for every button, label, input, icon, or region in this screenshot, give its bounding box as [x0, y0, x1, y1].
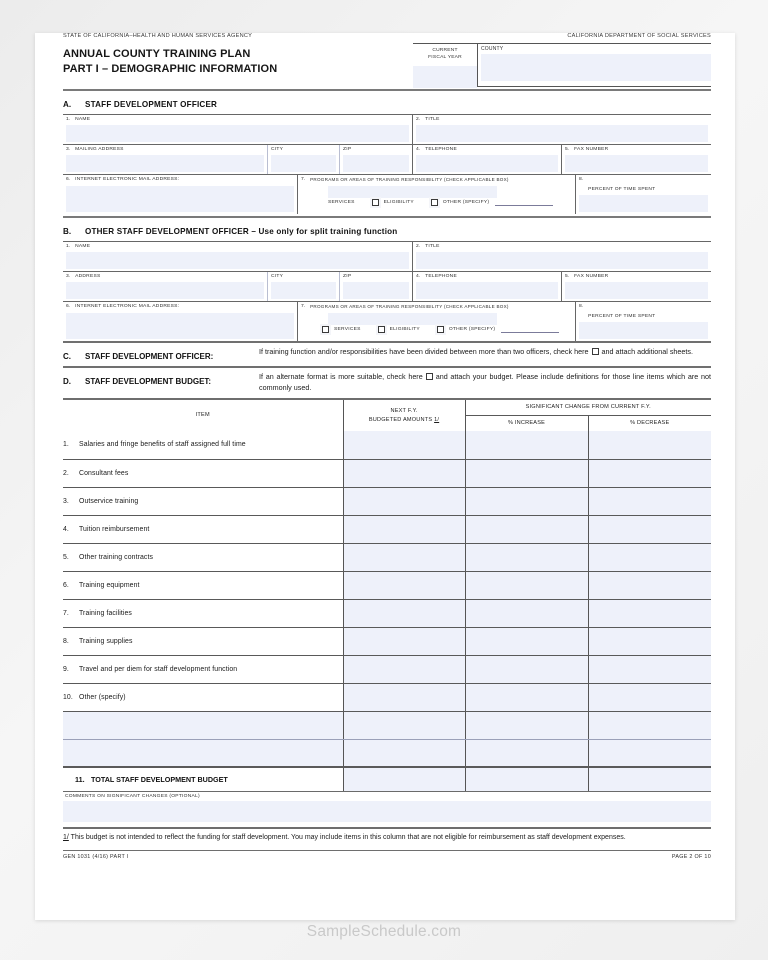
field-b-name-num: 1.: [66, 244, 71, 249]
field-a-email-label: INTERNET ELECTRONIC MAIL ADDRESS:: [75, 177, 180, 182]
agency-line: STATE OF CALIFORNIA–HEALTH AND HUMAN SERVICES AGENCY: [63, 33, 253, 39]
budget-row-label: Outservice training: [79, 497, 139, 505]
budget-row-budget-cell[interactable]: [343, 571, 465, 599]
budget-header-row-1: [63, 399, 711, 415]
section-c-text: [259, 347, 711, 361]
budget-row-num: 5.: [63, 553, 69, 561]
budget-row: [63, 683, 711, 711]
section-a-letter: A.: [63, 100, 72, 109]
checkbox-b-eligibility-item[interactable]: [376, 324, 420, 335]
section-b-fields: [63, 241, 711, 341]
budget-table-body: [63, 431, 711, 767]
field-b-name[interactable]: [63, 242, 413, 271]
footnote-mark: 1/: [63, 834, 69, 841]
field-b-fax[interactable]: [562, 272, 711, 301]
section-b-row-3: [63, 301, 711, 341]
field-a-name-num: 1.: [66, 117, 71, 122]
field-b-other-specify-input[interactable]: [501, 327, 559, 333]
budget-row-label: Training supplies: [79, 637, 133, 645]
budget-row: [63, 571, 711, 599]
budget-row-increase-cell[interactable]: [465, 487, 588, 515]
field-a-city-label: CITY: [271, 147, 284, 152]
section-a-title: STAFF DEVELOPMENT OFFICER: [85, 100, 218, 109]
budget-row-decrease-cell[interactable]: [588, 459, 711, 487]
field-a-other-specify-input[interactable]: [495, 200, 553, 206]
footnote-text: This budget is not intended to reflect the funding for staff development. You may include items in this column that are not eligible for reimbursement as staff development expenses.: [70, 834, 626, 841]
checkbox-b-services-icon[interactable]: [320, 324, 331, 335]
budget-row-decrease-cell[interactable]: [588, 543, 711, 571]
budget-row-num: 4.: [63, 525, 69, 533]
field-b-zip[interactable]: [340, 272, 413, 301]
field-a-fax-num: 5.: [565, 147, 570, 152]
field-b-programs-checkboxes: [320, 324, 570, 335]
budget-row-decrease-cell[interactable]: [588, 627, 711, 655]
budget-row-num: 8.: [63, 637, 69, 645]
budget-row-item: [63, 599, 343, 627]
fiscal-year-input[interactable]: [413, 66, 477, 88]
budget-row-decrease-cell[interactable]: [588, 711, 711, 739]
budget-row-decrease-cell[interactable]: [588, 571, 711, 599]
col-header-decrease: % DECREASE: [630, 419, 670, 426]
budget-row: [63, 599, 711, 627]
budget-row-budget-cell[interactable]: [343, 515, 465, 543]
section-c-letter: C.: [63, 352, 71, 361]
budget-row: [63, 431, 711, 459]
checkbox-d-alternate-format[interactable]: [426, 373, 433, 380]
budget-row-budget-cell[interactable]: [343, 459, 465, 487]
budget-row-item: [63, 683, 343, 711]
header-title-column: [63, 33, 413, 87]
field-a-email-num: 6.: [66, 177, 71, 182]
field-a-fax[interactable]: [562, 145, 711, 174]
section-b-row-1: [63, 241, 711, 271]
budget-row-item: [63, 571, 343, 599]
field-a-zip[interactable]: [340, 145, 413, 174]
checkbox-c-additional-sheets[interactable]: [592, 348, 599, 355]
section-b-heading: [63, 227, 711, 236]
field-a-address-num: 3.: [66, 147, 71, 152]
field-b-telephone-input[interactable]: [416, 282, 558, 299]
budget-row-decrease-cell[interactable]: [588, 655, 711, 683]
budget-table-foot: [63, 767, 711, 791]
page-title: ANNUAL COUNTY TRAINING PLAN: [63, 48, 251, 60]
section-d: [63, 366, 711, 398]
budget-row-increase-cell[interactable]: [465, 543, 588, 571]
col-header-next-fy-line1: NEXT F.Y.: [390, 407, 418, 414]
budget-row: [63, 487, 711, 515]
col-header-significant-change: SIGNIFICANT CHANGE FROM CURRENT F.Y.: [465, 399, 711, 415]
budget-row-increase-cell[interactable]: [465, 627, 588, 655]
budget-row-decrease-cell[interactable]: [588, 599, 711, 627]
field-b-address-num: 3.: [66, 274, 71, 279]
budget-row-increase-cell[interactable]: [465, 571, 588, 599]
checkbox-a-eligibility-label: ELIGIBILITY: [383, 200, 414, 205]
field-b-city-label: CITY: [271, 274, 284, 279]
field-b-title-label: TITLE: [425, 244, 440, 249]
section-b-letter: B.: [63, 227, 72, 236]
section-d-title: STAFF DEVELOPMENT BUDGET:: [85, 377, 212, 386]
field-b-address[interactable]: [63, 272, 268, 301]
budget-row-budget-cell[interactable]: [343, 543, 465, 571]
fiscal-year-county-block: [413, 43, 711, 87]
page-subtitle: PART I – DEMOGRAPHIC INFORMATION: [63, 63, 278, 75]
field-a-address-label: MAILING ADDRESS: [75, 147, 124, 152]
checkbox-b-services-item[interactable]: [320, 324, 361, 335]
field-a-fax-input[interactable]: [565, 155, 708, 172]
budget-row-num: 9.: [63, 665, 69, 673]
field-a-telephone-input[interactable]: [416, 155, 558, 172]
checkbox-b-services-label: SERVICES: [334, 327, 361, 332]
field-b-programs-num: 7.: [301, 304, 306, 309]
field-a-title-input[interactable]: [416, 125, 708, 142]
budget-row-decrease-cell[interactable]: [588, 683, 711, 711]
field-b-city-input[interactable]: [271, 282, 336, 299]
county-input[interactable]: [481, 54, 711, 81]
budget-row-item: [63, 655, 343, 683]
budget-row-increase-cell[interactable]: [465, 599, 588, 627]
field-b-percent-num: 8.: [579, 304, 584, 309]
section-d-text-after: and attach your budget. Please include definitions for those line items which are not commonly used.: [259, 372, 711, 392]
field-a-telephone[interactable]: [413, 145, 562, 174]
budget-table-head: [63, 399, 711, 431]
form-inner: [63, 33, 711, 860]
field-a-city[interactable]: [268, 145, 340, 174]
section-a-row-1: [63, 114, 711, 144]
section-d-letter: D.: [63, 377, 71, 386]
col-header-next-fy-line2: BUDGETED AMOUNTS 1/: [368, 416, 440, 423]
budget-row-increase-cell[interactable]: [465, 683, 588, 711]
budget-row-decrease-cell[interactable]: [588, 515, 711, 543]
section-c-text-before: If training function and/or responsibilities have been divided between more than two officers, check here: [259, 347, 589, 356]
field-a-zip-input[interactable]: [343, 155, 409, 172]
field-a-programs-num: 7.: [301, 177, 306, 182]
checkbox-b-eligibility-icon[interactable]: [376, 324, 387, 335]
budget-row-item: [63, 459, 343, 487]
budget-row-item: [63, 515, 343, 543]
budget-row-item: [63, 487, 343, 515]
watermark: SampleSchedule.com: [306, 923, 462, 940]
field-a-name-label: NAME: [75, 117, 91, 122]
field-b-address-input[interactable]: [66, 282, 264, 299]
checkbox-a-other-label: OTHER (SPECIFY): [442, 200, 490, 205]
field-b-percent-input[interactable]: [579, 322, 708, 339]
field-a-zip-label: ZIP: [343, 147, 352, 152]
budget-row-decrease-cell[interactable]: [588, 739, 711, 767]
budget-row-num: 2.: [63, 469, 69, 477]
form-page: [35, 33, 735, 920]
budget-row-item: [63, 431, 343, 459]
budget-row-budget-cell[interactable]: [343, 655, 465, 683]
budget-row-budget-cell[interactable]: [343, 739, 465, 767]
total-label-cell: [63, 767, 343, 791]
budget-row-budget-cell[interactable]: [343, 431, 465, 459]
header-right-column: [413, 33, 711, 87]
budget-row-item: [63, 739, 343, 767]
total-budget-cell[interactable]: [343, 767, 465, 791]
total-row-label: TOTAL STAFF DEVELOPMENT BUDGET: [91, 775, 228, 784]
footer-bar: [63, 850, 711, 860]
field-b-programs: [298, 302, 576, 341]
budget-row-increase-cell[interactable]: [465, 431, 588, 459]
section-b-title: OTHER STAFF DEVELOPMENT OFFICER – Use only for split training function: [85, 227, 398, 236]
checkbox-b-other-icon[interactable]: [435, 324, 446, 335]
form-id: GEN 1031 (4/16) PART I: [63, 853, 129, 860]
budget-row-label: Other (specify): [79, 693, 126, 701]
section-a-row-2: [63, 144, 711, 174]
field-b-title[interactable]: [413, 242, 711, 271]
footnote: [63, 827, 711, 844]
field-b-email[interactable]: [63, 302, 298, 341]
total-increase-cell[interactable]: [465, 767, 588, 791]
department-line: CALIFORNIA DEPARTMENT OF SOCIAL SERVICES: [567, 33, 711, 39]
field-b-zip-input[interactable]: [343, 282, 409, 299]
budget-row-num: 7.: [63, 609, 69, 617]
budget-row: [63, 711, 711, 739]
form-title-block: [63, 47, 413, 77]
budget-row-label: Training facilities: [79, 609, 132, 617]
field-a-title[interactable]: [413, 115, 711, 144]
section-a-bottom-rule: [63, 216, 711, 218]
budget-row-budget-cell[interactable]: [343, 487, 465, 515]
field-b-fax-input[interactable]: [565, 282, 708, 299]
field-a-city-input[interactable]: [271, 155, 336, 172]
page-number: PAGE 2 OF 10: [671, 853, 711, 860]
field-b-name-label: NAME: [75, 244, 91, 249]
field-b-fax-label: FAX NUMBER: [574, 274, 609, 279]
checkbox-a-services-label: SERVICES: [328, 200, 355, 205]
field-b-address-label: ADDRESS: [75, 274, 101, 279]
checkbox-b-other-item[interactable]: [435, 324, 559, 335]
field-b-fax-num: 5.: [565, 274, 570, 279]
budget-row-num: 1.: [63, 441, 69, 449]
budget-row-num: 6.: [63, 581, 69, 589]
section-a-fields: [63, 114, 711, 218]
section-b-row-2: [63, 271, 711, 301]
budget-row: [63, 655, 711, 683]
fiscal-year-label-2: FISCAL YEAR: [428, 54, 462, 60]
footnote-mark-header: 1/: [434, 416, 440, 423]
form-header: [63, 33, 711, 87]
budget-row-budget-cell[interactable]: [343, 683, 465, 711]
budget-row: [63, 459, 711, 487]
field-a-title-num: 2.: [416, 117, 421, 122]
field-b-telephone-num: 4.: [416, 274, 421, 279]
field-a-percent-input[interactable]: [579, 195, 708, 212]
field-b-title-input[interactable]: [416, 252, 708, 269]
budget-table: [63, 398, 711, 791]
budget-row-increase-cell[interactable]: [465, 655, 588, 683]
total-decrease-cell[interactable]: [588, 767, 711, 791]
budget-row-budget-cell[interactable]: [343, 627, 465, 655]
field-b-programs-label: PROGRAMS OR AREAS OF TRAINING RESPONSIBILITY (CHECK APPLICABLE BOX): [310, 304, 509, 309]
field-b-email-label: INTERNET ELECTRONIC MAIL ADDRESS:: [75, 304, 180, 309]
budget-row-label: Consultant fees: [79, 469, 129, 477]
budget-row-increase-cell[interactable]: [465, 515, 588, 543]
field-a-address[interactable]: [63, 145, 268, 174]
section-d-text-before: If an alternate format is more suitable, check here: [259, 372, 423, 381]
field-b-telephone-label: TELEPHONE: [425, 274, 457, 279]
field-a-percent-time[interactable]: [576, 175, 711, 214]
current-fiscal-year-field[interactable]: [413, 44, 478, 86]
budget-row: [63, 515, 711, 543]
header-rule: [63, 89, 711, 91]
field-b-title-num: 2.: [416, 244, 421, 249]
field-a-programs-label: PROGRAMS OR AREAS OF TRAINING RESPONSIBILITY (CHECK APPLICABLE BOX): [310, 177, 509, 182]
budget-row-increase-cell[interactable]: [465, 459, 588, 487]
budget-row-budget-cell[interactable]: [343, 711, 465, 739]
field-a-telephone-num: 4.: [416, 147, 421, 152]
county-field[interactable]: [478, 44, 711, 86]
field-b-email-input[interactable]: [66, 313, 294, 339]
budget-row-budget-cell[interactable]: [343, 599, 465, 627]
field-a-programs-checkboxes: [328, 197, 564, 208]
budget-row-increase-cell[interactable]: [465, 739, 588, 767]
budget-row-increase-cell[interactable]: [465, 711, 588, 739]
budget-row-label: Training equipment: [79, 581, 140, 589]
comments-input[interactable]: [63, 801, 711, 822]
field-a-percent-num: 8.: [579, 177, 584, 182]
field-b-percent-label-1: PERCENT OF TIME SPENT: [588, 314, 656, 319]
field-a-email-input[interactable]: [66, 186, 294, 212]
budget-row: [63, 739, 711, 767]
checkbox-a-other-icon[interactable]: [429, 197, 440, 208]
section-d-text: [259, 372, 711, 393]
section-a-heading: [63, 100, 711, 109]
field-b-zip-label: ZIP: [343, 274, 352, 279]
section-c-heading: [63, 347, 259, 361]
comments-section: [63, 791, 711, 822]
field-a-name-input[interactable]: [66, 125, 409, 142]
checkbox-a-eligibility-item[interactable]: [370, 197, 414, 208]
checkbox-b-eligibility-label: ELIGIBILITY: [389, 327, 420, 332]
budget-row-label: Travel and per diem for staff development function: [79, 665, 238, 673]
fiscal-year-label-1: CURRENT: [432, 48, 458, 53]
budget-row-label: Other training contracts: [79, 553, 154, 561]
budget-row: [63, 627, 711, 655]
field-b-name-input[interactable]: [66, 252, 409, 269]
budget-total-row: [63, 767, 711, 791]
field-a-address-input[interactable]: [66, 155, 264, 172]
checkbox-a-services-item[interactable]: [328, 200, 355, 205]
section-c: [63, 341, 711, 366]
checkbox-b-other-label: OTHER (SPECIFY): [448, 327, 496, 332]
col-header-increase: % INCREASE: [465, 415, 588, 431]
budget-row: [63, 543, 711, 571]
total-row-num: 11.: [75, 775, 85, 784]
field-a-percent-label-1: PERCENT OF TIME SPENT: [588, 187, 656, 192]
section-c-title: STAFF DEVELOPMENT OFFICER:: [85, 352, 214, 361]
budget-row-num: 3.: [63, 497, 69, 505]
field-a-fax-label: FAX NUMBER: [574, 147, 609, 152]
budget-row-item: [63, 711, 343, 739]
comments-label: COMMENTS ON SIGNIFICANT CHANGES (OPTIONAL): [65, 794, 200, 799]
col-header-next-fy: [343, 399, 465, 431]
budget-row-label: Salaries and fringe benefits of staff assigned full time: [79, 441, 246, 449]
budget-row-item: [63, 627, 343, 655]
section-d-heading: [63, 372, 259, 393]
county-label: COUNTY: [481, 46, 504, 52]
field-a-name[interactable]: [63, 115, 413, 144]
budget-row-num: 10.: [63, 693, 73, 701]
field-a-title-label: TITLE: [425, 117, 440, 122]
budget-row-decrease-cell[interactable]: [588, 487, 711, 515]
checkbox-a-eligibility-icon[interactable]: [370, 197, 381, 208]
checkbox-a-other-item[interactable]: [429, 197, 553, 208]
field-a-telephone-label: TELEPHONE: [425, 147, 457, 152]
field-a-email[interactable]: [63, 175, 298, 214]
field-b-percent-time[interactable]: [576, 302, 711, 341]
field-b-telephone[interactable]: [413, 272, 562, 301]
field-b-email-num: 6.: [66, 304, 71, 309]
field-b-city[interactable]: [268, 272, 340, 301]
section-a-row-3: [63, 174, 711, 214]
budget-row-decrease-cell[interactable]: [588, 431, 711, 459]
budget-row-label: Tuition reimbursement: [79, 525, 150, 533]
budget-row-item: [63, 543, 343, 571]
section-c-text-after: and attach additional sheets.: [601, 347, 694, 356]
col-header-item: ITEM: [63, 399, 343, 431]
field-a-programs: [298, 175, 576, 214]
